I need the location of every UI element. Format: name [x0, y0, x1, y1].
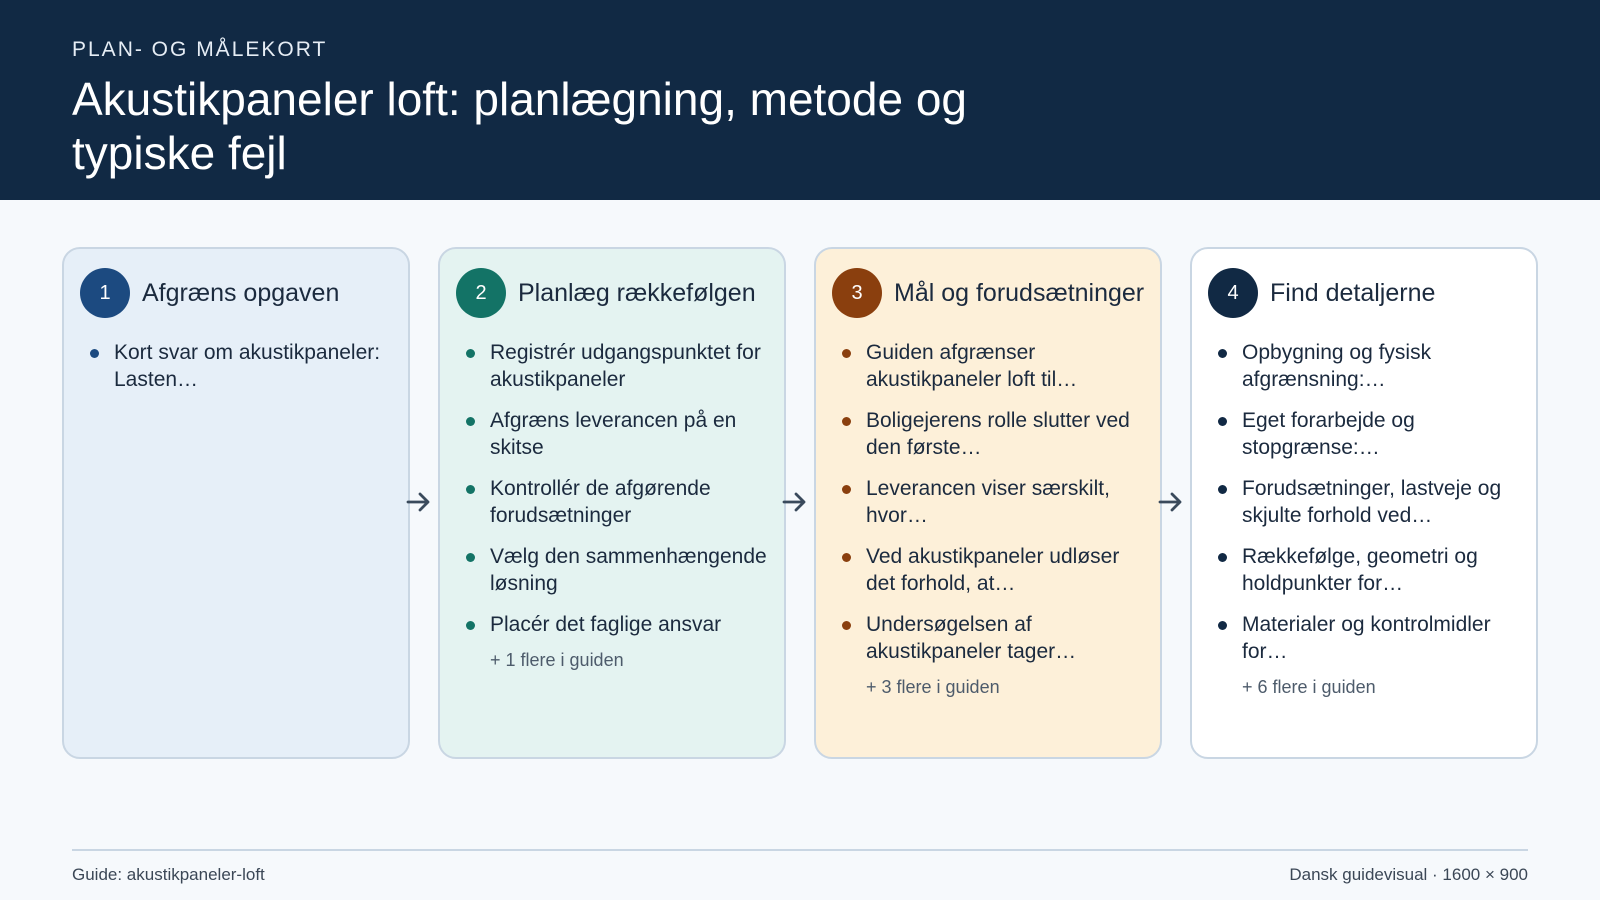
list-item: [1218, 339, 1520, 393]
bullet-dot: [466, 349, 475, 358]
step-card-2: [438, 247, 786, 759]
more-in-guide-note: + 6 flere i guiden: [1242, 677, 1376, 697]
list-item-text: Placér det faglige ansvar: [490, 613, 722, 636]
page-title: Akustikpaneler loft: planlægning, metode og typiske fejl: [72, 73, 968, 179]
card-title: Planlæg rækkefølgen: [518, 278, 756, 307]
bullet-dot: [466, 485, 475, 494]
list-item: [1218, 543, 1520, 597]
list-item: [842, 475, 1144, 529]
list-item: [90, 339, 392, 393]
bullet-dot: [842, 485, 851, 494]
list-item-text: Kort svar om akustikpaneler: Lasten…: [114, 341, 381, 391]
bullet-list: [1208, 339, 1520, 665]
bullet-dot: [90, 349, 99, 358]
bullet-dot: [842, 349, 851, 358]
step-number-badge: 2: [456, 268, 506, 318]
list-item: [466, 543, 768, 597]
list-item: [842, 611, 1144, 665]
bullet-dot: [1218, 553, 1227, 562]
list-item-text: Kontrollér de afgørende forudsætninger: [490, 477, 711, 527]
arrow-right-icon: [782, 489, 808, 515]
bullet-dot: [1218, 349, 1227, 358]
bullet-dot: [466, 417, 475, 426]
step-cards: [62, 247, 1538, 759]
bullet-list: [456, 339, 768, 638]
list-item: [466, 407, 768, 461]
bullet-dot: [1218, 485, 1227, 494]
bullet-dot: [842, 417, 851, 426]
step-number-badge: 4: [1208, 268, 1258, 318]
bullet-dot: [842, 621, 851, 630]
more-in-guide-note: + 3 flere i guiden: [866, 677, 1000, 697]
list-item: [466, 475, 768, 529]
footer-credit: Dansk guidevisual · 1600 × 900: [1289, 865, 1528, 884]
list-item-text: Forudsætninger, lastveje og skjulte forhold ved…: [1242, 477, 1502, 527]
bullet-dot: [466, 621, 475, 630]
eyebrow-label: PLAN- OG MÅLEKORT: [72, 38, 328, 61]
card-header: [1208, 267, 1520, 319]
card-header: [832, 267, 1144, 319]
card-title: Afgræns opgaven: [142, 278, 340, 307]
bullet-dot: [1218, 417, 1227, 426]
bullet-list: [80, 339, 392, 393]
list-item: [1218, 475, 1520, 529]
list-item: [842, 407, 1144, 461]
list-item-text: Opbygning og fysisk afgrænsning:…: [1242, 341, 1432, 391]
step-card-3: [814, 247, 1162, 759]
step-card-4: [1190, 247, 1538, 759]
list-item: [1218, 611, 1520, 665]
step-card-1: [62, 247, 410, 759]
list-item-text: Ved akustikpaneler udløser det forhold, at…: [866, 545, 1120, 595]
list-item: [466, 611, 768, 638]
step-number-badge: 3: [832, 268, 882, 318]
list-item: [1218, 407, 1520, 461]
card-header: [456, 267, 768, 319]
bullet-list: [832, 339, 1144, 665]
list-item-text: Vælg den sammenhængende løsning: [490, 545, 767, 595]
bullet-dot: [1218, 621, 1227, 630]
header-banner: [0, 0, 1600, 200]
list-item-text: Materialer og kontrolmidler for…: [1242, 613, 1491, 663]
list-item-text: Rækkefølge, geometri og holdpunkter for…: [1242, 545, 1478, 595]
bullet-dot: [466, 553, 475, 562]
list-item: [842, 543, 1144, 597]
list-item-text: Registrér udgangspunktet for akustikpaneler: [490, 341, 761, 391]
list-item-text: Undersøgelsen af akustikpaneler tager…: [866, 613, 1077, 663]
footer-divider: [72, 849, 1528, 851]
more-in-guide-note: + 1 flere i guiden: [490, 650, 624, 670]
arrow-right-icon: [1158, 489, 1184, 515]
card-title: Mål og forudsætninger: [894, 278, 1145, 307]
list-item-text: Afgræns leverancen på en skitse: [490, 409, 737, 459]
footer-guide-label: Guide: akustikpaneler-loft: [72, 865, 265, 884]
bullet-dot: [842, 553, 851, 562]
list-item-text: Guiden afgrænser akustikpaneler loft til…: [866, 341, 1078, 391]
list-item-text: Leverancen viser særskilt, hvor…: [866, 477, 1110, 527]
card-title: Find detaljerne: [1270, 278, 1436, 307]
card-header: [80, 267, 392, 319]
list-item: [466, 339, 768, 393]
arrow-right-icon: [406, 489, 432, 515]
list-item-text: Eget forarbejde og stopgrænse:…: [1242, 409, 1415, 459]
step-number-badge: 1: [80, 268, 130, 318]
list-item: [842, 339, 1144, 393]
list-item-text: Boligejerens rolle slutter ved den første…: [866, 409, 1130, 459]
